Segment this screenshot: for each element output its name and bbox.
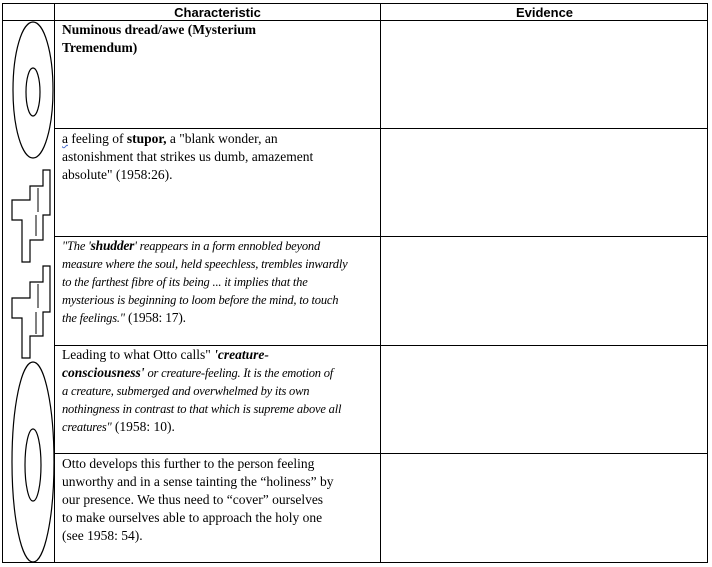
header-characteristic: Characteristic — [174, 5, 261, 20]
row-4-line-3: a creature, submerged and overwhelmed by its own — [62, 384, 310, 398]
row-2-line-3: absolute" (1958:26). — [62, 167, 173, 182]
row-5-line-4: to make ourselves able to approach the holy one — [62, 510, 323, 525]
row-3-shudder: shudder — [90, 238, 135, 253]
header-evidence: Evidence — [515, 5, 574, 20]
letter-t-upper — [12, 170, 50, 262]
row-4-line-5-italic: creatures" — [62, 420, 112, 434]
letter-o-bottom-outer — [12, 362, 54, 562]
row-4-term-b: consciousness' — [62, 365, 145, 380]
row-2-text-b: a "blank wonder, an — [166, 131, 278, 146]
row-4-line-4: nothingness in contrast to that which is supreme above all — [62, 402, 342, 416]
row-3-citation: (1958: 17). — [124, 310, 186, 325]
row-1-characteristic — [62, 21, 378, 57]
row-2-stupor: stupor, — [126, 131, 167, 146]
letter-o-bottom-inner — [25, 429, 41, 501]
row-4-term-a: 'creature- — [214, 347, 269, 362]
row-4-line-1-start: Leading to what Otto calls" — [62, 347, 215, 362]
row-2-line-2: astonishment that strikes us dumb, amazement — [62, 149, 314, 164]
row-1-title-line-2: Tremendum) — [62, 40, 138, 55]
row-4-citation: (1958: 10). — [111, 419, 175, 434]
row-5-line-5: (see 1958: 54). — [62, 528, 143, 543]
letter-o-top-outer — [13, 22, 53, 158]
letter-o-top-inner — [26, 68, 40, 116]
row-5-line-1: Otto develops this further to the person feeling — [62, 456, 315, 471]
row-4-line-2-rest: or creature-feeling. It is the emotion of — [144, 366, 334, 380]
row-3-line-4: mysterious is beginning to loom before the mind, to touch — [62, 293, 339, 307]
row-3-quote-close: ' — [134, 239, 137, 253]
row-3-quote-open: "The ' — [62, 239, 91, 253]
row-3-line-3: to the farthest fibre of its being ... it implies that the — [62, 275, 308, 289]
row-5-line-3: our presence. We thus need to “cover” ourselves — [62, 492, 324, 507]
row-5-line-2: unworthy and in a sense tainting the “holiness” by — [62, 474, 334, 489]
row-3-line-2: measure where the soul, held speechless, trembles inwardly — [62, 257, 348, 271]
row-3-line-5-italic: the feelings." — [62, 311, 125, 325]
row-3-line-1-rest: reappears in a form ennobled beyond — [136, 239, 320, 253]
row-2-text-a: feeling of — [68, 131, 127, 146]
letter-t-lower — [12, 266, 50, 358]
row-2-article: a — [62, 131, 68, 146]
row-3-characteristic — [62, 237, 378, 327]
row-2-characteristic — [62, 130, 378, 184]
row-1-title-line-1: Numinous dread/awe (Mysterium — [62, 22, 256, 37]
row-5-characteristic — [62, 455, 378, 545]
row-4-characteristic — [62, 346, 378, 436]
